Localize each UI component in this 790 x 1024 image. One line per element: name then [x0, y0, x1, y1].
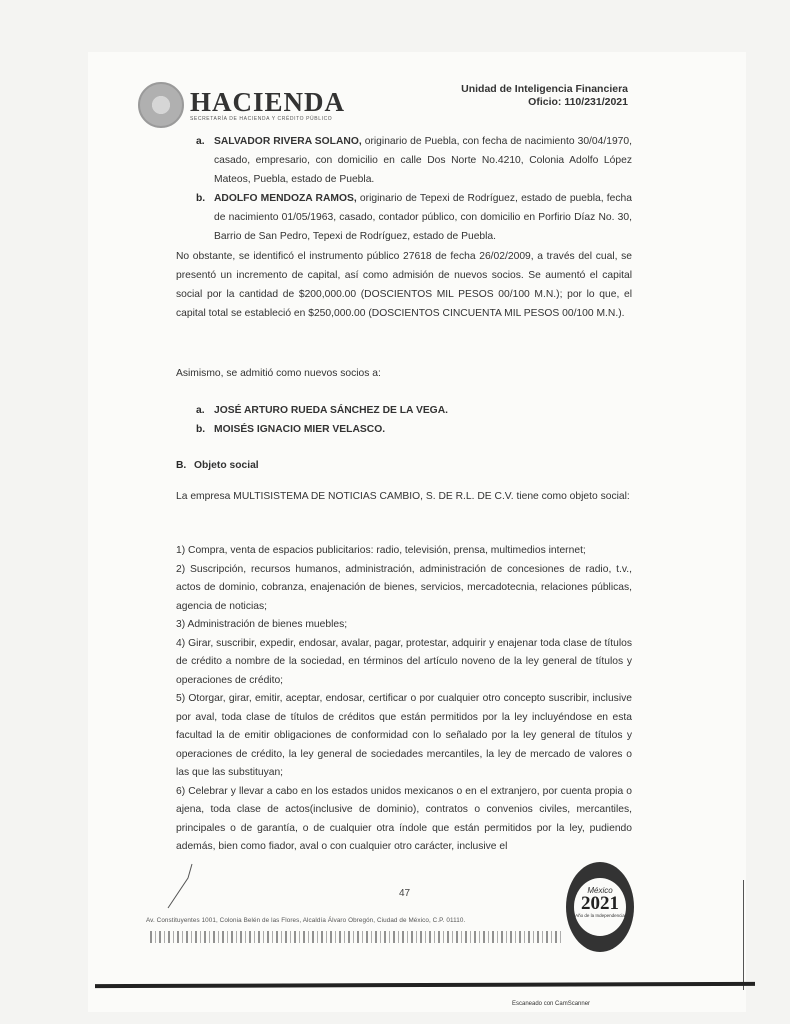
object-item: 1) Compra, venta de espacios publicitarios: radio, televisión, prensa, multimedios internet;: [176, 545, 586, 556]
list-marker: b.: [196, 193, 206, 204]
section-title: Objeto social: [194, 460, 259, 471]
footer-address: Av. Constituyentes 1001, Colonia Belén de las Flores, Alcaldía Álvaro Obregón, Ciudad de México, C.P. 01110.: [146, 917, 466, 924]
scanner-watermark: Escaneado con CamScanner: [512, 1001, 591, 1007]
object-item: 6) Celebrar y llevar a cabo en los estados unidos mexicanos o en el extranjero, por cuenta propia o ajena, toda clase de actos(inclusive de dominio), contratos o convenios civiles, mercantiles, principales o de garantía, o de cualquier otra índole que están permitidos por la ley, pudiendo además, bien como fiador, aval o con cualquier otro carácter, inclusive el: [176, 785, 632, 852]
object-item: 3) Administración de bienes muebles;: [176, 619, 348, 630]
emblem-year: 2021: [581, 893, 619, 914]
mexico-2021-emblem: [566, 862, 634, 952]
office-number: Oficio: 110/231/2021: [528, 96, 628, 108]
footer-pattern: [150, 931, 562, 943]
partner-name: JOSÉ ARTURO RUEDA SÁNCHEZ DE LA VEGA.: [214, 405, 448, 416]
list-item: [214, 189, 632, 246]
list-marker: a.: [196, 136, 205, 147]
person-name: SALVADOR RIVERA SOLANO,: [214, 136, 362, 147]
person-name: ADOLFO MENDOZA RAMOS,: [214, 193, 357, 204]
list-marker: b.: [196, 424, 206, 435]
page-number: 47: [399, 888, 411, 899]
object-item: 5) Otorgar, girar, emitir, aceptar, endosar, certificar o por cualquier otro concepto suscribir, inclusive por aval, toda clase de títulos de créditos que están permitidos por la ley incluyéndose en esta facultad la de emitir obligaciones de conformidad con lo señalado por la ley general de títulos y operaciones de crédito, la ley general de sociedades mercantiles, la ley de mercado de valores o las que las substituyan;: [176, 693, 632, 778]
national-seal-icon: [138, 82, 184, 128]
edge-line: [743, 880, 744, 990]
brand-subtitle: SECRETARÍA DE HACIENDA Y CRÉDITO PÚBLICO: [190, 116, 333, 122]
unit-name: Unidad de Inteligencia Financiera: [461, 83, 628, 95]
partner-name: MOISÉS IGNACIO MIER VELASCO.: [214, 424, 386, 435]
paragraph-new-partners: Asimismo, se admitió como nuevos socios a:: [176, 368, 381, 379]
hacienda-logo: [138, 82, 345, 128]
person-details: originario de Tepexi de Rodríguez, estado de puebla, fecha de nacimiento 01/05/1963, casado, contador público, con domicilio en Porfirio Díaz No. 30, Barrio de San Pedro, Tepexi de Rodríguez, estado de Puebla.: [214, 193, 632, 242]
emblem-caption: Año de la Independencia: [575, 913, 625, 918]
object-item: 4) Girar, suscribir, expedir, endosar, avalar, pagar, protestar, adquirir y enajenar toda clase de títulos de crédito a nombre de la sociedad, en términos del artículo noveno de la ley general de títulos y operaciones de crédito;: [176, 637, 632, 686]
object-item: 2) Suscripción, recursos humanos, administración, administración de concesiones de radio, t.v., actos de dominio, cobranza, enajenación de bienes, servicios, mercadotecnia, relaciones públicas, agencia de noticias;: [176, 563, 632, 612]
person-details: originario de Puebla, con fecha de nacimiento 30/04/1970, casado, empresario, con domicilio en calle Dos Norte No.4210, Colonia Adolfo López Mateos, Puebla, estado de Puebla.: [214, 136, 632, 185]
list-item: [214, 132, 632, 189]
paragraph-company: La empresa MULTISISTEMA DE NOTICIAS CAMBIO, S. DE R.L. DE C.V. tiene como objeto social:: [176, 491, 630, 502]
paragraph-capital: No obstante, se identificó el instrumento público 27618 de fecha 26/02/2009, a través del cual, se presentó un incremento de capital, así como admisión de nuevos socios. Se aumentó el capital social por la cantidad de $200,000.00 (DOSCIENTOS MIL PESOS 00/100 M.N.); por lo que, el capital total se estableció en $250,000.00 (DOSCIENTOS CINCUENTA MIL PESOS 00/100 M.N.).: [176, 251, 632, 319]
header-right: [430, 83, 628, 109]
objects-list: [176, 542, 632, 857]
signature-mark: [166, 860, 196, 910]
list-marker: a.: [196, 405, 205, 416]
brand-name: HACIENDA: [190, 87, 346, 117]
section-marker: B.: [176, 460, 187, 471]
emblem-country: México: [587, 886, 613, 895]
